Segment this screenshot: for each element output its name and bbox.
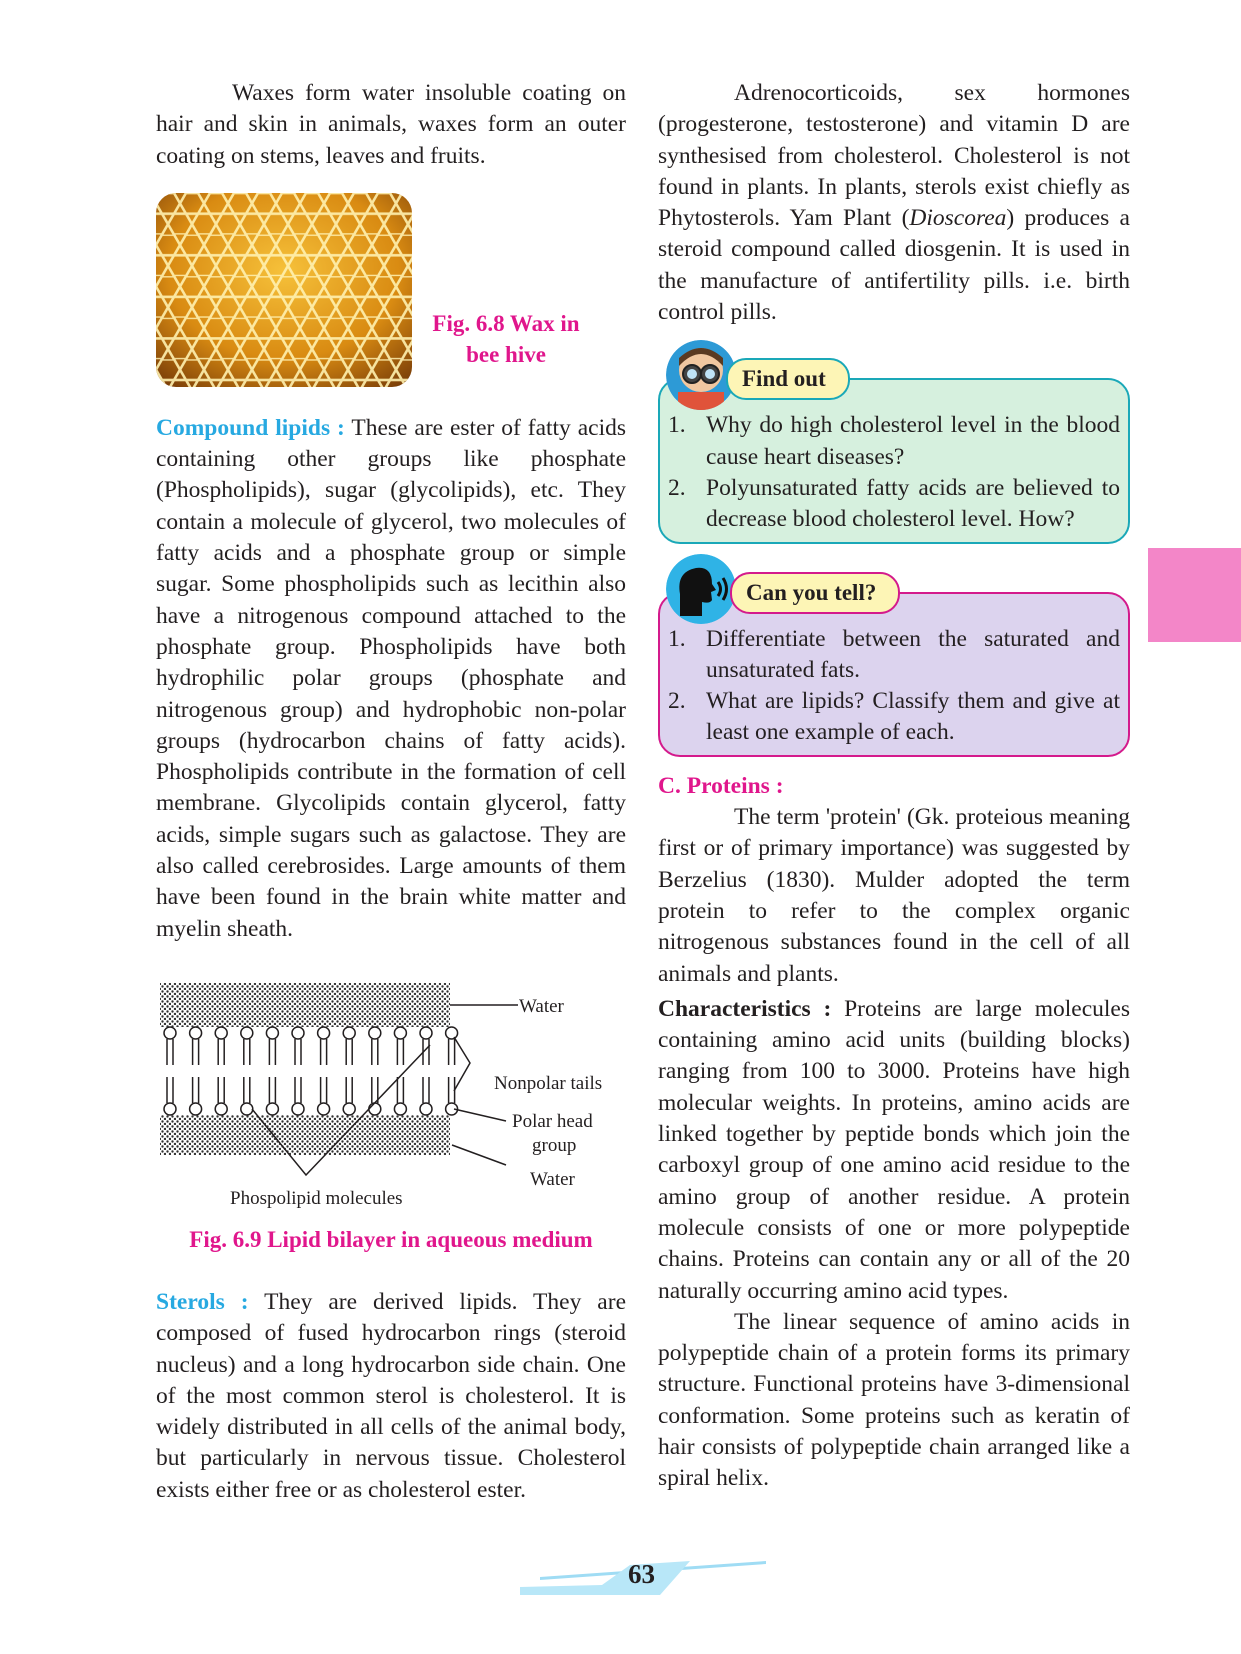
polar-head-top <box>446 1027 458 1039</box>
polar-head-top <box>215 1027 227 1039</box>
item-number: 2. <box>668 474 686 501</box>
polar-head-bottom <box>215 1103 227 1115</box>
figure-6-8-caption-line2: bee hive <box>466 341 546 367</box>
figure-6-9-caption: Fig. 6.9 Lipid bilayer in aqueous medium <box>189 1227 593 1253</box>
polar-head-bottom <box>292 1103 304 1115</box>
label-water-bottom: Water <box>530 1168 575 1190</box>
can-you-tell-box <box>658 579 1130 757</box>
find-out-box <box>658 366 1130 543</box>
find-out-item <box>668 410 1120 473</box>
polar-head-bottom <box>190 1103 202 1115</box>
speaking-head-icon <box>666 554 736 624</box>
item-text: What are lipids? Classify them and give at least one example of each. <box>706 688 1120 746</box>
polar-head-bottom <box>394 1103 406 1115</box>
can-you-tell-item <box>668 624 1120 687</box>
label-phospholipid-molecules: Phospolipid molecules <box>230 1187 403 1209</box>
adrenocorticoids-text-b: ) produces a steroid compound called diosgenin. It is used in the manufacture of antifertility pills. i.e. birth control pills. <box>658 205 1130 326</box>
page-footer <box>520 1555 770 1595</box>
compound-lipids-paragraph <box>156 413 626 945</box>
phospholipid-molecules <box>164 1027 458 1115</box>
honeycomb-graphic <box>156 193 412 387</box>
item-text: Polyunsaturated fatty acids are believed to decrease blood cholesterol level. How? <box>706 474 1120 533</box>
lipid-bilayer-diagram <box>156 975 626 1215</box>
water-region-bottom <box>160 1115 450 1155</box>
waxes-paragraph: Waxes form water insoluble coating on hair and skin in animals, waxes form an outer coating on stems, leaves and fruits. <box>156 80 626 169</box>
item-number: 2. <box>668 688 686 715</box>
dioscorea-italic: Dioscorea <box>909 205 1007 232</box>
find-out-item <box>668 473 1120 536</box>
proteins-heading: C. Proteins : <box>658 772 784 799</box>
can-you-tell-item <box>668 686 1120 749</box>
right-column <box>658 78 1130 1495</box>
water-bottom-leader <box>452 1145 506 1165</box>
characteristics-text: Proteins are large molecules containing amino acid units (building blocks) ranging from 100 to 3000. Proteins have high molecular weights. In proteins, amino acids are linked together by peptide bonds which join the carboxyl group of one amino acid residue to the amino group of another residue. A protein molecule consists of one or more polypeptide chains. Proteins can contain any or all of the 20 naturally occurring amino acid types. <box>658 995 1131 1304</box>
honeycomb-image <box>156 193 412 387</box>
compound-lipids-text: These are ester of fatty acids containing other groups like phosphate (Phospholipids), sugar (glycolipids), etc. They contain a molecule of glycerol, two molecules of fatty acids and a phosphate group or simple sugar. Some phospholipids such as lecithin also have a nitrogenous compound attached to the phosphate group. Phospholipids have both hydrophilic polar groups (phosphate and nitrogenous group) and hydrophobic non-polar groups (hydrocarbon chains of fatty acids). Phospholipids contribute in the formation of cell membrane. Glycolipids contain glycerol, fatty acids, simple sugars such as galactose. They are also called cerebrosides. Large amounts of them have been found in the brain white matter and myelin sheath. <box>156 414 627 942</box>
label-nonpolar-tails: Nonpolar tails <box>494 1072 603 1094</box>
adrenocorticoids-paragraph <box>658 78 1130 328</box>
polar-head-bottom <box>343 1103 355 1115</box>
figure-6-8-caption-line1: Fig. 6.8 Wax in <box>432 310 580 336</box>
label-polar-head: Polar head <box>512 1110 593 1132</box>
polar-head-leader <box>454 1109 506 1121</box>
sterols-paragraph <box>156 1287 626 1506</box>
can-you-tell-title: Can you tell? <box>730 572 900 614</box>
nonpolar-tails-leader <box>454 1037 470 1091</box>
compound-lipids-term: Compound lipids : <box>156 414 345 441</box>
polar-head-top <box>343 1027 355 1039</box>
polar-head-top <box>420 1027 432 1039</box>
find-out-list <box>668 410 1120 535</box>
adrenocorticoids-text-a: Adrenocorticoids, sex hormones (progesterone, testosterone) and vitamin D are synthesised from cholesterol. Cholesterol is not found in plants. In plants, sterols exist chiefly as Phytosterols. Yam Plant ( <box>658 80 1130 232</box>
characteristics-term: Characteristics : <box>658 995 832 1022</box>
primary-structure-paragraph: The linear sequence of amino acids in polypeptide chain of a protein forms its primary structure. Functional proteins have 3-dimensional conformation. Some proteins such as keratin of hair consists of polypeptide chain arranged like a spiral helix. <box>658 1308 1130 1492</box>
item-number: 1. <box>668 625 686 652</box>
polar-head-bottom <box>369 1103 381 1115</box>
polar-head-top <box>292 1027 304 1039</box>
proteins-intro-paragraph: The term 'protein' (Gk. proteious meaning first or of primary importance) was suggested by Berzelius (1830). Mulder adopted the term protein to refer to the complex organic nitrogenous substances found in the cell of all animals and plants. <box>658 804 1130 987</box>
polar-head-bottom <box>318 1103 330 1115</box>
water-region-top <box>160 983 450 1027</box>
polar-head-top <box>369 1027 381 1039</box>
left-column <box>156 78 626 1506</box>
item-text: Differentiate between the saturated and unsaturated fats. <box>706 625 1120 683</box>
polar-head-bottom <box>266 1103 278 1115</box>
polar-head-top <box>190 1027 202 1039</box>
item-number: 1. <box>668 412 686 439</box>
polar-head-top <box>266 1027 278 1039</box>
figure-6-8 <box>156 193 626 403</box>
find-out-title: Find out <box>726 358 850 400</box>
polar-head-bottom <box>164 1103 176 1115</box>
figure-6-9 <box>156 975 626 1275</box>
polar-head-bottom <box>420 1103 432 1115</box>
figure-6-8-caption <box>426 308 586 370</box>
sterols-term: Sterols : <box>156 1288 249 1315</box>
polar-head-top <box>318 1027 330 1039</box>
label-polar-head-group: group <box>532 1134 577 1156</box>
polar-head-top <box>394 1027 406 1039</box>
sterols-text: They are derived lipids. They are composed of fused hydrocarbon rings (steroid nucleus) and a long hydrocarbon side chain. One of the most common sterol is cholesterol. It is widely distributed in all cells of the animal body, but particularly in nervous tissue. Cholesterol exists either free or as cholesterol ester. <box>156 1288 626 1503</box>
polar-head-top <box>241 1027 253 1039</box>
polar-head-bottom <box>241 1103 253 1115</box>
label-water-top: Water <box>519 995 564 1017</box>
chapter-side-tab <box>1148 548 1241 642</box>
can-you-tell-list <box>668 624 1120 749</box>
item-text: Why do high cholesterol level in the blood cause heart diseases? <box>706 412 1120 470</box>
page-number: 63 <box>628 1559 655 1589</box>
characteristics-paragraph <box>658 994 1130 1307</box>
polar-head-top <box>164 1027 176 1039</box>
